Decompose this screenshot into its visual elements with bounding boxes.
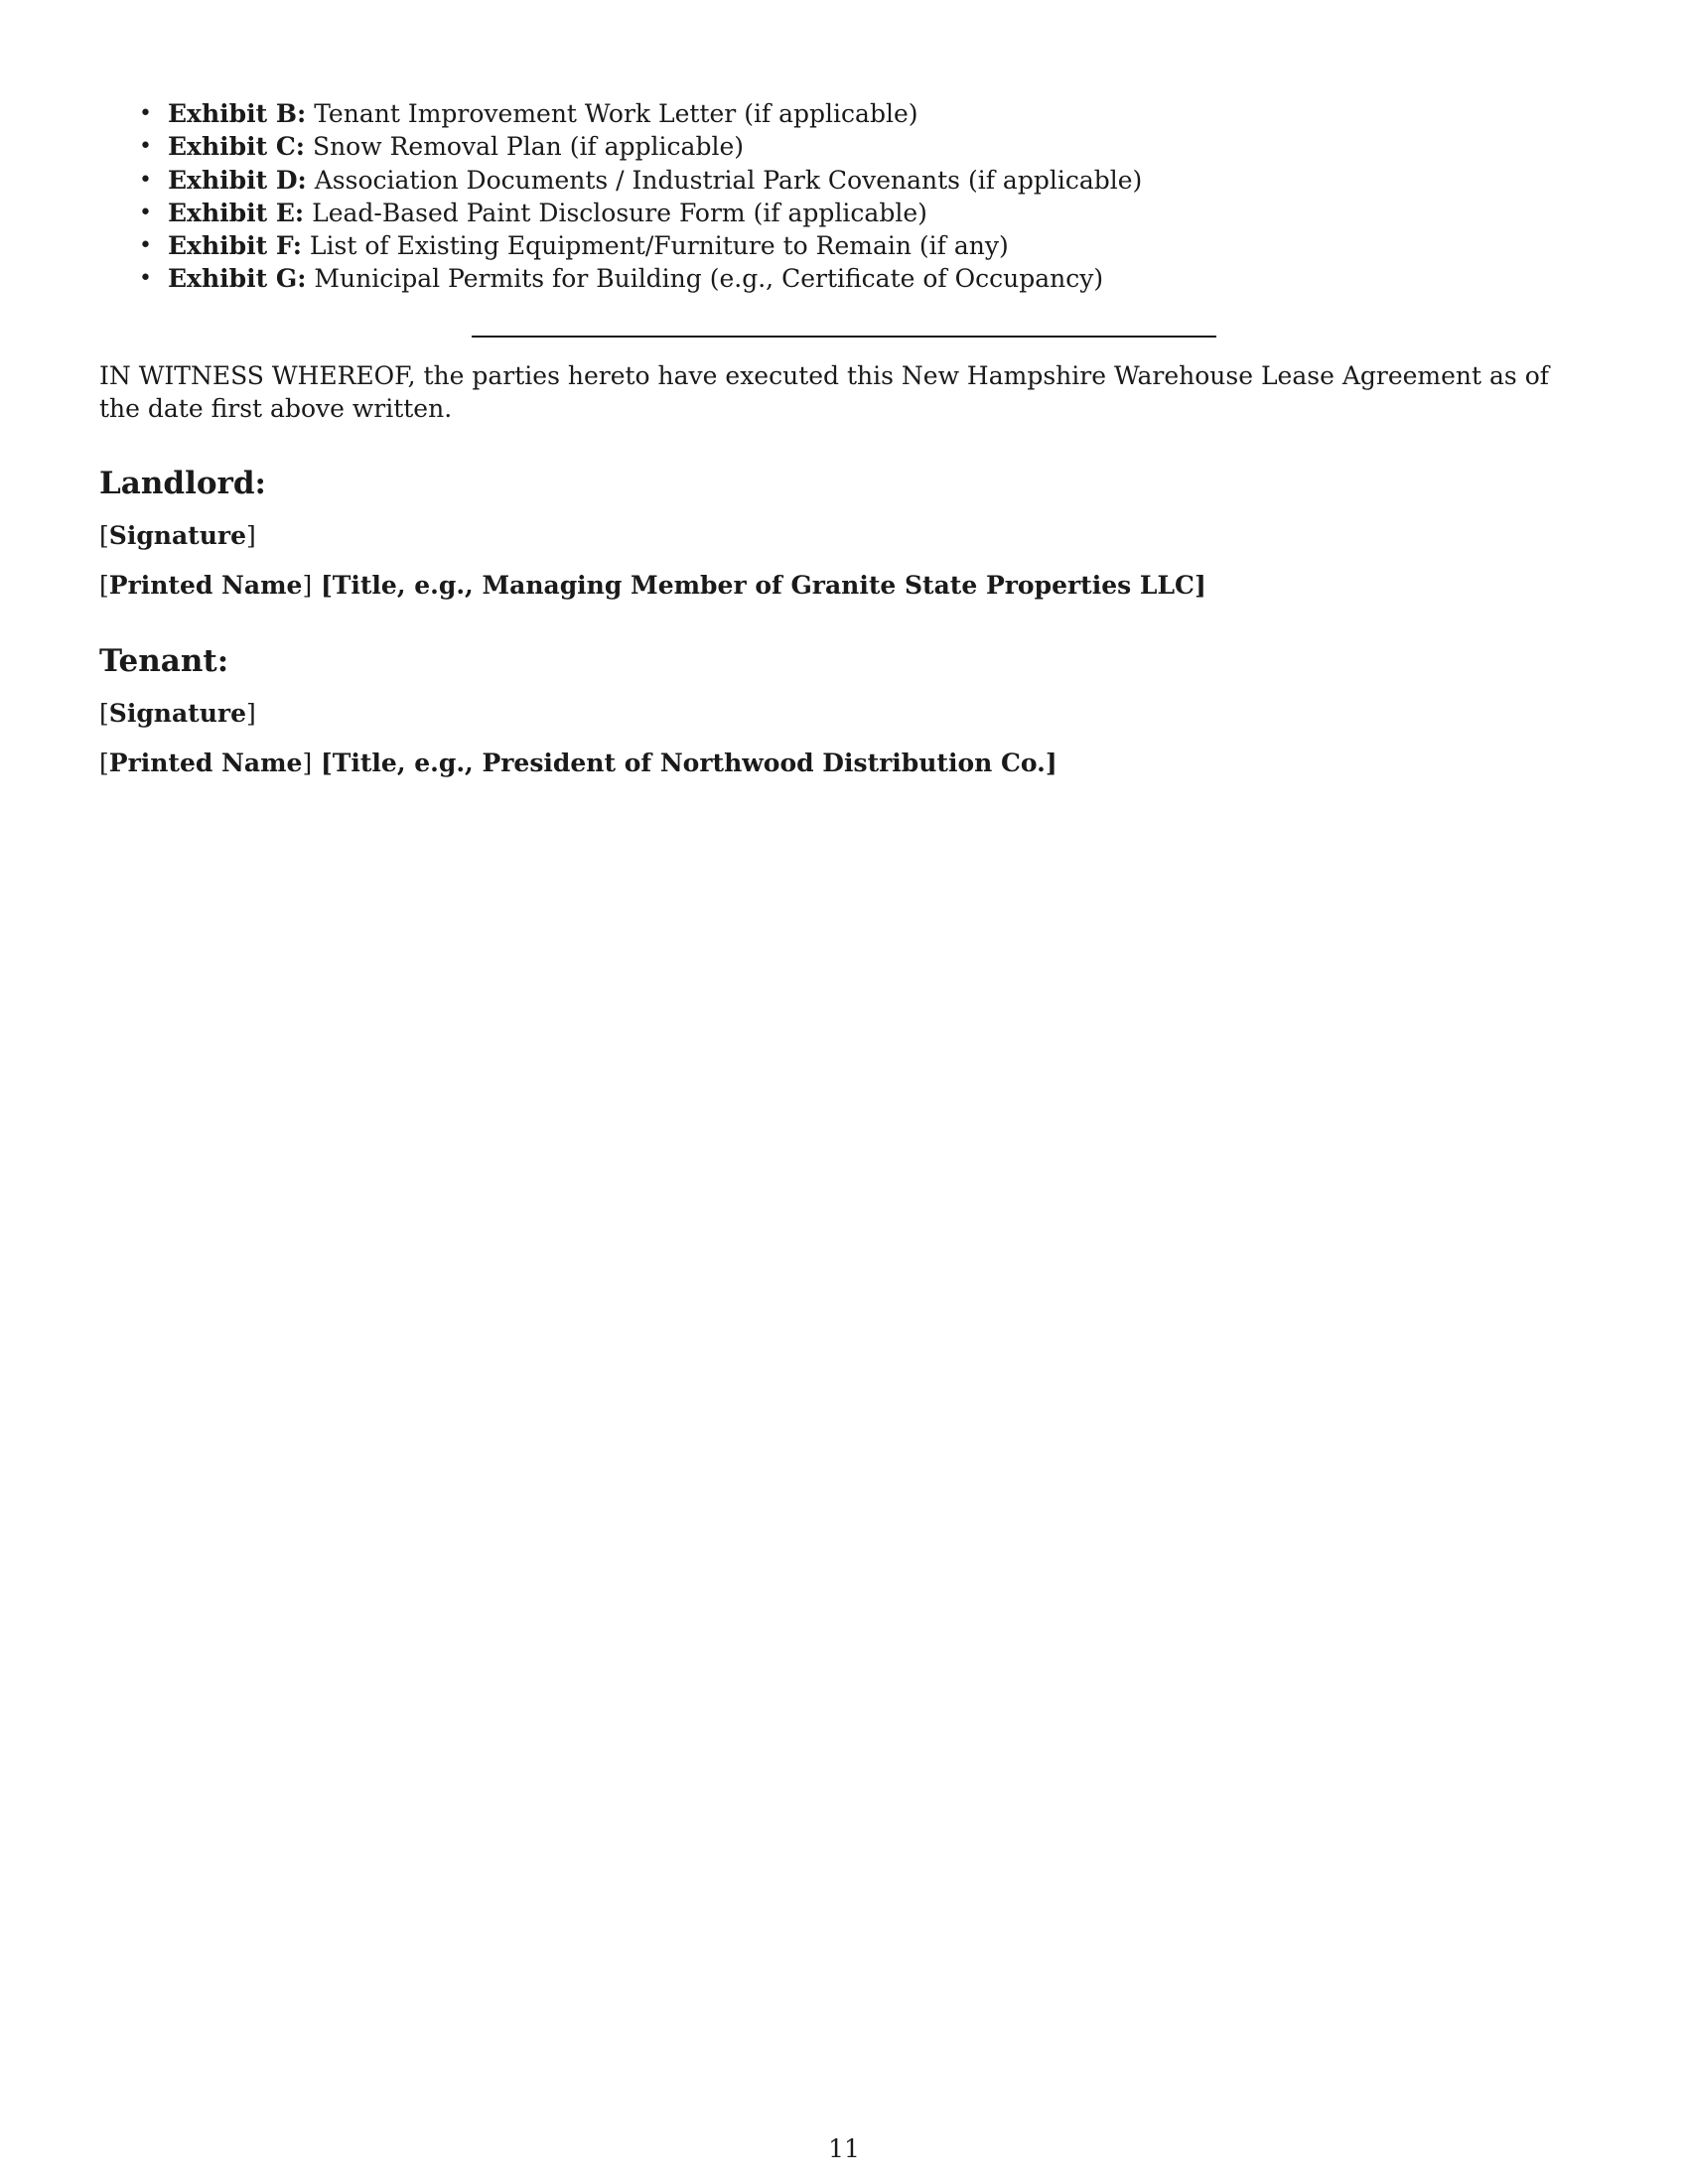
- bullet-icon: •: [139, 233, 152, 259]
- list-item-exhibit-d: [139, 164, 1589, 197]
- bullet-icon: •: [139, 200, 152, 225]
- landlord-signature-label: Signature: [108, 520, 246, 550]
- landlord-title-label: Title, e.g., Managing Member of Granite State Properties LLC: [332, 570, 1195, 600]
- exhibit-label: Exhibit C:: [168, 132, 305, 162]
- exhibit-description: Lead-Based Paint Disclosure Form (if applicable): [312, 198, 927, 227]
- exhibit-label: Exhibit G:: [168, 264, 307, 294]
- exhibit-label: Exhibit B:: [168, 99, 307, 128]
- tenant-title-label: Title, e.g., President of Northwood Distribution Co.: [332, 748, 1046, 777]
- bullet-icon: •: [139, 101, 152, 126]
- exhibit-label: Exhibit E:: [168, 198, 305, 227]
- tenant-signature-label: Signature: [108, 698, 246, 728]
- list-item-exhibit-b: [139, 97, 1589, 130]
- bullet-icon: •: [139, 167, 152, 193]
- landlord-heading: Landlord:: [99, 465, 267, 501]
- bullet-icon: •: [139, 266, 152, 292]
- tenant-heading: Tenant:: [99, 642, 229, 679]
- list-item-exhibit-e: [139, 197, 1589, 229]
- witness-clause: IN WITNESS WHEREOF, the parties hereto have executed this New Hampshire Warehouse Lease Agreement as of the date first above written.: [99, 360, 1550, 424]
- exhibit-label: Exhibit D:: [168, 165, 307, 195]
- landlord-name-title-line: [Printed Name] [Title, e.g., Managing Member of Granite State Properties LLC]: [99, 570, 1206, 600]
- tenant-printed-name-label: Printed Name: [108, 748, 303, 777]
- exhibit-list: [99, 97, 1589, 296]
- landlord-signature-line: [Signature]: [99, 520, 256, 550]
- exhibit-description: Association Documents / Industrial Park Covenants (if applicable): [314, 165, 1143, 195]
- horizontal-divider: [472, 336, 1216, 338]
- tenant-signature-line: [Signature]: [99, 698, 256, 728]
- bullet-icon: •: [139, 134, 152, 160]
- landlord-printed-name-label: Printed Name: [108, 570, 303, 600]
- exhibit-description: Snow Removal Plan (if applicable): [312, 132, 744, 162]
- list-item-exhibit-c: [139, 130, 1589, 163]
- exhibit-label: Exhibit F:: [168, 231, 302, 261]
- document-page: [99, 97, 1589, 779]
- list-item-exhibit-g: [139, 262, 1589, 295]
- exhibit-description: Tenant Improvement Work Letter (if applicable): [314, 99, 918, 128]
- page-number: 11: [828, 2134, 860, 2163]
- exhibit-description: Municipal Permits for Building (e.g., Certificate of Occupancy): [314, 264, 1104, 294]
- exhibit-description: List of Existing Equipment/Furniture to Remain (if any): [309, 231, 1009, 261]
- list-item-exhibit-f: [139, 229, 1589, 262]
- tenant-name-title-line: [Printed Name] [Title, e.g., President of Northwood Distribution Co.]: [99, 748, 1057, 777]
